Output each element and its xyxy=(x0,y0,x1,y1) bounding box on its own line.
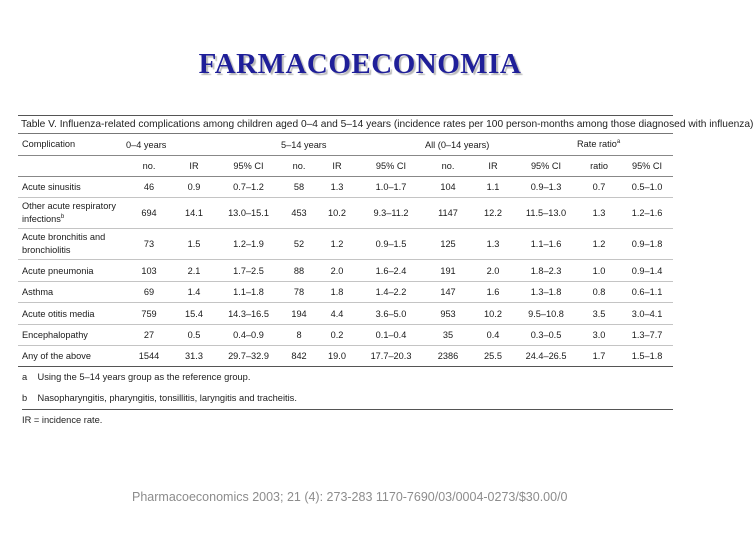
table-cell: 147 xyxy=(425,282,471,303)
table-cell: 31.3 xyxy=(172,346,216,367)
table-cell: 9.3–11.2 xyxy=(357,198,425,229)
table-footnotes xyxy=(18,367,673,431)
table-cell: 0.9–1.8 xyxy=(621,229,673,260)
table-cell: 35 xyxy=(425,325,471,346)
table-row xyxy=(18,325,673,346)
table-cell: 1.3–7.7 xyxy=(621,325,673,346)
table-cell: 1.7 xyxy=(577,346,621,367)
sub-header-row xyxy=(18,156,673,177)
table-row xyxy=(18,229,673,260)
complications-table xyxy=(18,134,673,367)
footnote-a: a Using the 5–14 years group as the reference group. xyxy=(22,372,251,382)
table-cell: 11.5–13.0 xyxy=(515,198,577,229)
table-cell: 4.4 xyxy=(317,303,357,325)
table-row xyxy=(18,346,673,367)
table-cell: 1.2–1.6 xyxy=(621,198,673,229)
table-cell: 694 xyxy=(126,198,172,229)
table-cell: 1.0 xyxy=(577,260,621,282)
table-cell: 0.5–1.0 xyxy=(621,177,673,198)
table-cell: 1.8 xyxy=(317,282,357,303)
row-label: Any of the above xyxy=(18,346,126,367)
table-cell: 0.5 xyxy=(172,325,216,346)
table-cell: 0.9–1.4 xyxy=(621,260,673,282)
table-cell: 1.6–2.4 xyxy=(357,260,425,282)
table-cell: 1544 xyxy=(126,346,172,367)
table-cell: 1.1–1.8 xyxy=(216,282,281,303)
table-cell: 24.4–26.5 xyxy=(515,346,577,367)
table-cell: 14.3–16.5 xyxy=(216,303,281,325)
table-cell: 2.1 xyxy=(172,260,216,282)
table-row xyxy=(18,177,673,198)
sub-header-cell: no. xyxy=(425,156,471,177)
table-cell: 191 xyxy=(425,260,471,282)
table-cell: 58 xyxy=(281,177,317,198)
table-cell: 13.0–15.1 xyxy=(216,198,281,229)
table-cell: 10.2 xyxy=(471,303,515,325)
table-cell: 19.0 xyxy=(317,346,357,367)
sub-header-empty xyxy=(18,156,126,177)
table-cell: 0.1–0.4 xyxy=(357,325,425,346)
sub-header-cell: no. xyxy=(126,156,172,177)
citation-text: Pharmacoeconomics 2003; 21 (4): 273-283 1170-7690/03/0004-0273/$30.00/0 xyxy=(132,490,568,504)
table-cell: 29.7–32.9 xyxy=(216,346,281,367)
table-cell: 1.2–1.9 xyxy=(216,229,281,260)
table-cell: 1.3 xyxy=(317,177,357,198)
table-cell: 1.3 xyxy=(577,198,621,229)
table-cell: 0.9–1.5 xyxy=(357,229,425,260)
footnote-ir: IR = incidence rate. xyxy=(22,409,673,431)
table-cell: 1.2 xyxy=(577,229,621,260)
table-cell: 1.1 xyxy=(471,177,515,198)
sub-header-cell: IR xyxy=(471,156,515,177)
table-cell: 1.7–2.5 xyxy=(216,260,281,282)
table-cell: 3.0–4.1 xyxy=(621,303,673,325)
table-cell: 125 xyxy=(425,229,471,260)
slide-title: FARMACOECONOMIA xyxy=(198,48,522,80)
table-cell: 78 xyxy=(281,282,317,303)
table-cell: 25.5 xyxy=(471,346,515,367)
table-cell: 0.3–0.5 xyxy=(515,325,577,346)
table-cell: 0.4 xyxy=(471,325,515,346)
table-cell: 1.8–2.3 xyxy=(515,260,577,282)
table-cell: 0.2 xyxy=(317,325,357,346)
table-cell: 8 xyxy=(281,325,317,346)
table-cell: 1.3 xyxy=(471,229,515,260)
table-cell: 3.0 xyxy=(577,325,621,346)
group-header-row xyxy=(18,134,673,156)
row-label: Acute sinusitis xyxy=(18,177,126,198)
table-cell: 15.4 xyxy=(172,303,216,325)
table-cell: 194 xyxy=(281,303,317,325)
sub-header-cell: 95% CI xyxy=(515,156,577,177)
table-cell: 10.2 xyxy=(317,198,357,229)
table-row xyxy=(18,303,673,325)
table-cell: 1.3–1.8 xyxy=(515,282,577,303)
table-cell: 953 xyxy=(425,303,471,325)
table-cell: 1.4 xyxy=(172,282,216,303)
table-cell: 759 xyxy=(126,303,172,325)
row-label: Other acute respiratory infections$^b$ xyxy=(18,198,126,229)
table-cell: 1.1–1.6 xyxy=(515,229,577,260)
header-complication: Complication xyxy=(18,134,126,156)
table-cell: 17.7–20.3 xyxy=(357,346,425,367)
table-cell: 1147 xyxy=(425,198,471,229)
table-cell: 103 xyxy=(126,260,172,282)
table-cell: 1.0–1.7 xyxy=(357,177,425,198)
table-cell: 3.5 xyxy=(577,303,621,325)
table-cell: 104 xyxy=(425,177,471,198)
table-cell: 0.6–1.1 xyxy=(621,282,673,303)
row-label: Asthma xyxy=(18,282,126,303)
table-cell: 14.1 xyxy=(172,198,216,229)
table-cell: 12.2 xyxy=(471,198,515,229)
table-cell: 1.2 xyxy=(317,229,357,260)
table-cell: 9.5–10.8 xyxy=(515,303,577,325)
header-rate-ratio: Rate ratio$^a$ xyxy=(577,134,673,156)
data-table-block xyxy=(18,115,753,431)
table-cell: 1.5–1.8 xyxy=(621,346,673,367)
table-cell: 0.7–1.2 xyxy=(216,177,281,198)
row-label: Encephalopathy xyxy=(18,325,126,346)
table-cell: 453 xyxy=(281,198,317,229)
sub-header-cell: IR xyxy=(172,156,216,177)
table-cell: 3.6–5.0 xyxy=(357,303,425,325)
row-label: Acute bronchitis and bronchiolitis xyxy=(18,229,126,260)
table-cell: 1.4–2.2 xyxy=(357,282,425,303)
table-cell: 842 xyxy=(281,346,317,367)
sub-header-cell: 95% CI xyxy=(621,156,673,177)
sub-header-cell: ratio xyxy=(577,156,621,177)
row-label: Acute pneumonia xyxy=(18,260,126,282)
footnote-b: b Nasopharyngitis, pharyngitis, tonsillitis, laryngitis and tracheitis. xyxy=(22,393,297,403)
table-row xyxy=(18,282,673,303)
table-row xyxy=(18,260,673,282)
row-label: Acute otitis media xyxy=(18,303,126,325)
table-cell: 1.6 xyxy=(471,282,515,303)
table-cell: 0.7 xyxy=(577,177,621,198)
sub-header-cell: IR xyxy=(317,156,357,177)
header-5-14-years: 5–14 years xyxy=(281,134,425,156)
header-all-years: All (0–14 years) xyxy=(425,134,577,156)
table-cell: 2386 xyxy=(425,346,471,367)
table-cell: 0.4–0.9 xyxy=(216,325,281,346)
table-cell: 46 xyxy=(126,177,172,198)
sub-header-cell: 95% CI xyxy=(216,156,281,177)
table-caption: Table V. Influenza-related complications among children aged 0–4 and 5–14 years (incidence rates per 100 person-months among those diagnosed with influenza) xyxy=(18,115,673,134)
table-cell: 0.9 xyxy=(172,177,216,198)
header-0-4-years: 0–4 years xyxy=(126,134,281,156)
table-cell: 69 xyxy=(126,282,172,303)
table-cell: 2.0 xyxy=(317,260,357,282)
table-row xyxy=(18,198,673,229)
table-cell: 73 xyxy=(126,229,172,260)
sub-header-cell: 95% CI xyxy=(357,156,425,177)
table-cell: 88 xyxy=(281,260,317,282)
table-cell: 0.8 xyxy=(577,282,621,303)
table-cell: 52 xyxy=(281,229,317,260)
sub-header-cell: no. xyxy=(281,156,317,177)
table-cell: 27 xyxy=(126,325,172,346)
table-cell: 2.0 xyxy=(471,260,515,282)
table-cell: 0.9–1.3 xyxy=(515,177,577,198)
table-cell: 1.5 xyxy=(172,229,216,260)
